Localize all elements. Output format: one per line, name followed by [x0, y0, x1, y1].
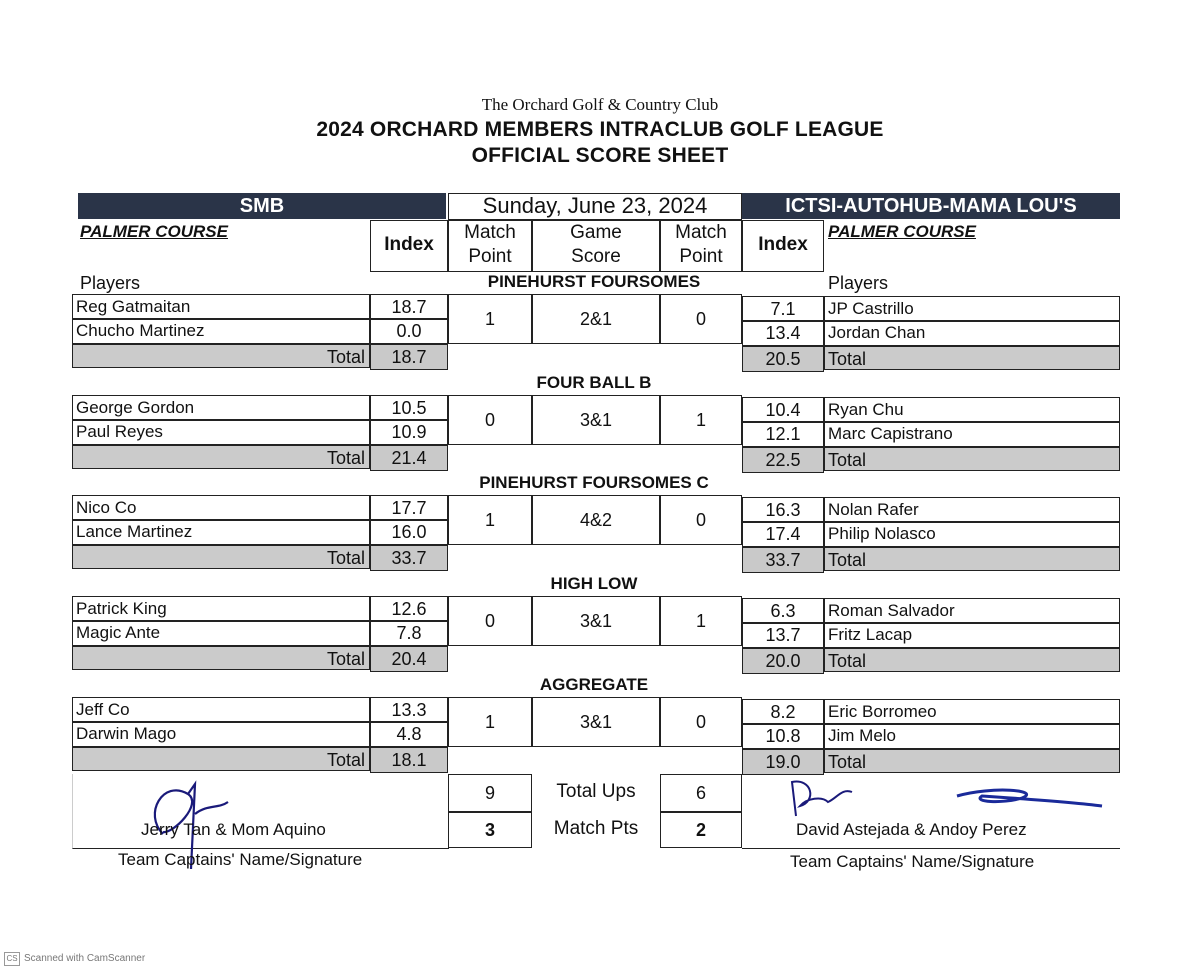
right-player-2-index: 13.4: [742, 320, 824, 346]
left-match-pts: 3: [448, 812, 532, 848]
left-total-row: [72, 445, 370, 469]
left-course: PALMER COURSE: [80, 222, 228, 241]
match-block: [0, 473, 1200, 573]
right-players-label: Players: [828, 273, 889, 293]
right-match-point-header: [660, 220, 742, 272]
match-pts-label: Match Pts: [553, 818, 639, 839]
left-player-1-index: 13.3: [370, 697, 448, 723]
sheet-title: OFFICIAL SCORE SHEET: [471, 144, 729, 167]
game-score-header: [532, 220, 660, 272]
left-player-1-index: 10.5: [370, 395, 448, 421]
game-score: 3&1: [532, 697, 660, 747]
right-player-2: Jordan Chan: [824, 320, 1120, 346]
left-team-name: SMB: [78, 193, 446, 219]
total-ups-label: Total Ups: [556, 781, 636, 802]
right-total-row: [824, 346, 1120, 370]
right-player-1-index: 8.2: [742, 699, 824, 725]
game-score: 4&2: [532, 495, 660, 545]
right-player-1: JP Castrillo: [824, 296, 1120, 322]
match-block: [0, 574, 1200, 674]
club-name: The Orchard Golf & Country Club: [481, 95, 719, 114]
right-player-1-index: 10.4: [742, 397, 824, 423]
left-player-2: Darwin Mago: [72, 721, 370, 747]
right-index-header: [742, 220, 824, 272]
right-total-index: 20.0: [742, 648, 824, 674]
game-score: 3&1: [532, 596, 660, 646]
right-total-index: 20.5: [742, 346, 824, 372]
left-total-label: Total: [326, 750, 365, 770]
right-total-ups: 6: [660, 774, 742, 812]
left-total-row: [72, 545, 370, 569]
game-score: 3&1: [532, 395, 660, 445]
right-player-1-index: 16.3: [742, 497, 824, 523]
left-player-2: Paul Reyes: [72, 419, 370, 445]
left-player-1-index: 17.7: [370, 495, 448, 521]
right-player-2-index: 10.8: [742, 723, 824, 749]
right-captain-signature: [782, 776, 1112, 826]
left-match-point: 1: [448, 495, 532, 545]
left-total-label: Total: [326, 649, 365, 669]
right-total-index: 33.7: [742, 547, 824, 573]
left-player-2-index: 0.0: [370, 318, 448, 344]
left-index-header: [370, 220, 448, 272]
left-total-index: 18.1: [370, 747, 448, 773]
left-player-2: Lance Martinez: [72, 519, 370, 545]
left-total-ups: 9: [448, 774, 532, 812]
left-total-index: 21.4: [370, 445, 448, 471]
match-name: PINEHURST FOURSOMES: [487, 272, 701, 291]
scanner-watermark: [4, 952, 145, 966]
left-player-2-index: 16.0: [370, 519, 448, 545]
left-total-label: Total: [326, 347, 365, 367]
left-match-point: 1: [448, 697, 532, 747]
right-match-pts: 2: [660, 812, 742, 848]
left-match-point: 0: [448, 395, 532, 445]
right-player-1: Roman Salvador: [824, 598, 1120, 624]
left-player-1: Jeff Co: [72, 697, 370, 723]
match-name: HIGH LOW: [550, 574, 638, 593]
left-total-index: 20.4: [370, 646, 448, 672]
right-captains-box: [742, 774, 1120, 849]
left-player-2-index: 7.8: [370, 620, 448, 646]
left-player-1-index: 18.7: [370, 294, 448, 320]
left-captain-caption: Team Captains' Name/Signature: [118, 850, 363, 869]
right-total-label: Total: [828, 349, 867, 369]
left-total-row: [72, 344, 370, 368]
left-players-label: Players: [80, 273, 141, 293]
right-match-point-line2: Point: [679, 246, 723, 267]
left-total-row: [72, 646, 370, 670]
right-captain-caption: Team Captains' Name/Signature: [790, 852, 1035, 871]
right-player-2-index: 12.1: [742, 421, 824, 447]
left-match-point: 0: [448, 596, 532, 646]
left-player-2-index: 4.8: [370, 721, 448, 747]
left-index-label: Index: [384, 234, 434, 255]
left-captain-names: Jerry Tan & Mom Aquino: [141, 820, 326, 839]
right-player-2: Jim Melo: [824, 723, 1120, 749]
right-course: PALMER COURSE: [828, 222, 976, 241]
right-player-1-index: 7.1: [742, 296, 824, 322]
match-block: [0, 373, 1200, 473]
right-match-point: 0: [660, 294, 742, 344]
right-total-row: [824, 648, 1120, 672]
right-total-label: Total: [828, 752, 867, 772]
left-total-label: Total: [326, 548, 365, 568]
match-name: FOUR BALL B: [536, 373, 652, 392]
right-total-index: 19.0: [742, 749, 824, 775]
right-total-label: Total: [828, 450, 867, 470]
right-player-2-index: 13.7: [742, 622, 824, 648]
left-match-point-header: [448, 220, 532, 272]
left-player-2: Chucho Martinez: [72, 318, 370, 344]
match-block: [0, 272, 1200, 372]
right-match-point: 0: [660, 495, 742, 545]
left-total-index: 18.7: [370, 344, 448, 370]
game-score-line1: Game: [570, 222, 622, 243]
left-captains-box: [72, 774, 449, 849]
left-player-1: Nico Co: [72, 495, 370, 521]
right-player-2-index: 17.4: [742, 521, 824, 547]
right-total-row: [824, 547, 1120, 571]
right-player-1: Nolan Rafer: [824, 497, 1120, 523]
right-match-point-line1: Match: [675, 222, 727, 243]
right-match-point: 1: [660, 395, 742, 445]
right-captain-names: David Astejada & Andoy Perez: [796, 820, 1027, 839]
league-title: 2024 ORCHARD MEMBERS INTRACLUB GOLF LEAGUE: [316, 118, 884, 141]
left-match-point-line2: Point: [468, 246, 512, 267]
right-total-row: [824, 447, 1120, 471]
match-date: Sunday, June 23, 2024: [448, 193, 742, 220]
right-player-1-index: 6.3: [742, 598, 824, 624]
right-total-index: 22.5: [742, 447, 824, 473]
right-index-label: Index: [758, 234, 808, 255]
left-player-1: Patrick King: [72, 596, 370, 622]
right-total-label: Total: [828, 651, 867, 671]
right-match-point: 1: [660, 596, 742, 646]
match-name: PINEHURST FOURSOMES C: [479, 473, 709, 492]
left-match-point-line1: Match: [464, 222, 516, 243]
right-match-point: 0: [660, 697, 742, 747]
right-team-name: ICTSI-AUTOHUB-MAMA LOU'S: [742, 193, 1120, 219]
game-score-line2: Score: [571, 246, 621, 267]
scanner-text: Scanned with CamScanner: [24, 953, 146, 964]
left-player-1: Reg Gatmaitan: [72, 294, 370, 320]
right-player-1: Eric Borromeo: [824, 699, 1120, 725]
left-match-point: 1: [448, 294, 532, 344]
left-total-row: [72, 747, 370, 771]
left-player-2: Magic Ante: [72, 620, 370, 646]
left-player-2-index: 10.9: [370, 419, 448, 445]
right-player-1: Ryan Chu: [824, 397, 1120, 423]
right-player-2: Marc Capistrano: [824, 421, 1120, 447]
left-player-1-index: 12.6: [370, 596, 448, 622]
game-score: 2&1: [532, 294, 660, 344]
match-name: AGGREGATE: [539, 675, 649, 694]
left-total-index: 33.7: [370, 545, 448, 571]
left-total-label: Total: [326, 448, 365, 468]
right-total-label: Total: [828, 550, 867, 570]
right-player-2: Philip Nolasco: [824, 521, 1120, 547]
camscanner-icon: CS: [4, 952, 20, 966]
left-player-1: George Gordon: [72, 395, 370, 421]
match-block: [0, 675, 1200, 775]
right-player-2: Fritz Lacap: [824, 622, 1120, 648]
right-total-row: [824, 749, 1120, 773]
